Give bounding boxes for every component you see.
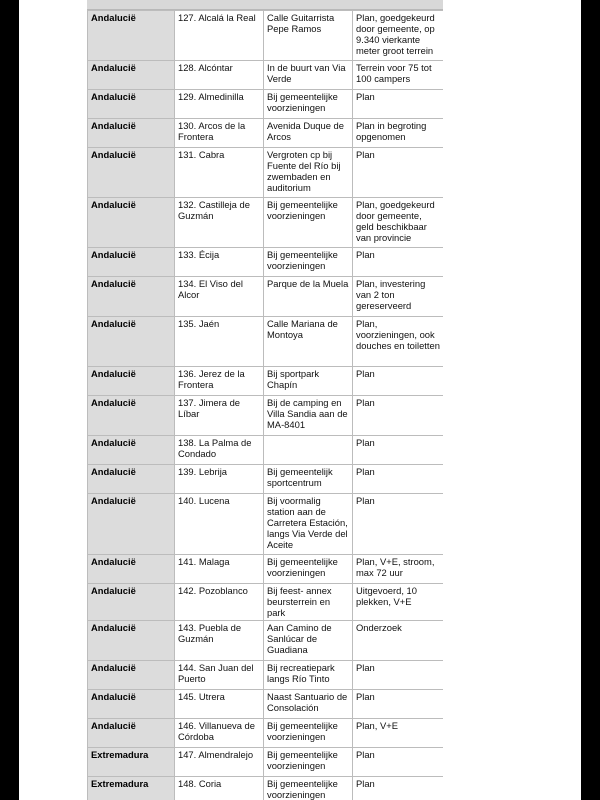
table-row [88, 777, 444, 800]
place-cell: 145. Utrera [175, 690, 264, 719]
status-cell: Plan, V+E, stroom, max 72 uur [353, 555, 444, 584]
table-top-band [87, 0, 443, 10]
region-cell: Extremadura [88, 748, 175, 777]
status-cell: Plan [353, 661, 444, 690]
table-row [88, 317, 444, 367]
table-row [88, 748, 444, 777]
location-cell: Bij gemeentelijke voorzieningen [264, 777, 353, 800]
status-cell: Onderzoek [353, 621, 444, 661]
place-cell: 134. El Viso del Alcor [175, 277, 264, 317]
location-cell: Bij gemeentelijke voorzieningen [264, 198, 353, 248]
place-cell: 140. Lucena [175, 494, 264, 555]
table-row [88, 584, 444, 621]
location-cell: Bij gemeentelijke voorzieningen [264, 748, 353, 777]
table-row [88, 148, 444, 198]
table-row [88, 690, 444, 719]
location-cell: Bij gemeentelijke voorzieningen [264, 719, 353, 748]
place-cell: 148. Coria [175, 777, 264, 800]
place-cell: 144. San Juan del Puerto [175, 661, 264, 690]
location-cell: In de buurt van Via Verde [264, 61, 353, 90]
region-cell: Andalucië [88, 248, 175, 277]
status-cell: Plan [353, 396, 444, 436]
table-row [88, 494, 444, 555]
place-cell: 142. Pozoblanco [175, 584, 264, 621]
status-cell: Plan [353, 690, 444, 719]
location-cell: Aan Camino de Sanlúcar de Guadiana [264, 621, 353, 661]
status-cell: Plan, voorzieningen, ook douches en toiletten [353, 317, 444, 367]
region-cell: Andalucië [88, 396, 175, 436]
region-cell: Andalucië [88, 621, 175, 661]
place-cell: 138. La Palma de Condado [175, 436, 264, 465]
status-cell: Plan, goedgekeurd door gemeente, geld beschikbaar van provincie [353, 198, 444, 248]
region-cell: Andalucië [88, 555, 175, 584]
status-cell: Plan [353, 90, 444, 119]
region-cell: Andalucië [88, 584, 175, 621]
status-cell: Plan [353, 748, 444, 777]
status-cell: Plan [353, 248, 444, 277]
place-cell: 135. Jaén [175, 317, 264, 367]
place-cell: 136. Jerez de la Frontera [175, 367, 264, 396]
location-cell: Bij sportpark Chapín [264, 367, 353, 396]
location-cell: Calle Guitarrista Pepe Ramos [264, 11, 353, 61]
region-cell: Andalucië [88, 367, 175, 396]
place-cell: 146. Villanueva de Córdoba [175, 719, 264, 748]
location-cell: Bij feest- annex beursterrein en park [264, 584, 353, 621]
table-row [88, 719, 444, 748]
table-row [88, 465, 444, 494]
region-cell: Andalucië [88, 690, 175, 719]
location-cell: Parque de la Muela [264, 277, 353, 317]
place-cell: 133. Écija [175, 248, 264, 277]
location-cell: Bij de camping en Villa Sandia aan de MA-8401 [264, 396, 353, 436]
region-cell: Andalucië [88, 494, 175, 555]
location-cell: Bij recreatiepark langs Río Tinto [264, 661, 353, 690]
status-cell: Plan, goedgekeurd door gemeente, op 9.340 vierkante meter groot terrein [353, 11, 444, 61]
status-cell: Plan, V+E [353, 719, 444, 748]
location-cell: Avenida Duque de Arcos [264, 119, 353, 148]
table-row [88, 396, 444, 436]
region-cell: Andalucië [88, 11, 175, 61]
location-cell: Bij gemeentelijke voorzieningen [264, 248, 353, 277]
status-cell: Plan [353, 436, 444, 465]
table-row [88, 621, 444, 661]
place-cell: 141. Malaga [175, 555, 264, 584]
region-cell: Andalucië [88, 465, 175, 494]
left-border [0, 0, 19, 800]
table-row [88, 555, 444, 584]
place-cell: 139. Lebrija [175, 465, 264, 494]
status-cell: Terrein voor 75 tot 100 campers [353, 61, 444, 90]
place-cell: 132. Castilleja de Guzmán [175, 198, 264, 248]
region-cell: Andalucië [88, 277, 175, 317]
table-row [88, 119, 444, 148]
region-cell: Andalucië [88, 198, 175, 248]
status-cell: Plan [353, 367, 444, 396]
region-cell: Andalucië [88, 719, 175, 748]
place-cell: 127. Alcalá la Real [175, 11, 264, 61]
region-cell: Extremadura [88, 777, 175, 800]
location-cell: Vergroten cp bij Fuente del Río bij zwembaden en auditorium [264, 148, 353, 198]
region-cell: Andalucië [88, 90, 175, 119]
table-row [88, 367, 444, 396]
location-cell: Bij gemeentelijke voorzieningen [264, 90, 353, 119]
place-cell: 137. Jimera de Líbar [175, 396, 264, 436]
place-cell: 129. Almedinilla [175, 90, 264, 119]
location-cell: Bij voormalig station aan de Carretera Estación, langs Via Verde del Aceite [264, 494, 353, 555]
place-cell: 131. Cabra [175, 148, 264, 198]
status-cell: Plan, investering van 2 ton gereserveerd [353, 277, 444, 317]
region-cell: Andalucië [88, 317, 175, 367]
table-row [88, 436, 444, 465]
location-cell: Calle Mariana de Montoya [264, 317, 353, 367]
table-row [88, 248, 444, 277]
status-cell: Plan [353, 465, 444, 494]
place-cell: 143. Puebla de Guzmán [175, 621, 264, 661]
location-cell: Naast Santuario de Consolación [264, 690, 353, 719]
document-page [87, 0, 443, 800]
place-cell: 128. Alcóntar [175, 61, 264, 90]
place-cell: 130. Arcos de la Frontera [175, 119, 264, 148]
status-cell: Plan [353, 148, 444, 198]
location-cell [264, 436, 353, 465]
location-cell: Bij gemeentelijk sportcentrum [264, 465, 353, 494]
table-row [88, 61, 444, 90]
status-cell: Plan [353, 777, 444, 800]
table-row [88, 11, 444, 61]
region-cell: Andalucië [88, 661, 175, 690]
status-cell: Plan in begroting opgenomen [353, 119, 444, 148]
right-border [581, 0, 600, 800]
region-cell: Andalucië [88, 436, 175, 465]
table-row [88, 90, 444, 119]
table-row [88, 198, 444, 248]
location-cell: Bij gemeentelijke voorzieningen [264, 555, 353, 584]
motorhome-sites-table [87, 10, 443, 800]
table-row [88, 661, 444, 690]
status-cell: Uitgevoerd, 10 plekken, V+E [353, 584, 444, 621]
region-cell: Andalucië [88, 148, 175, 198]
region-cell: Andalucië [88, 61, 175, 90]
table-row [88, 277, 444, 317]
place-cell: 147. Almendralejo [175, 748, 264, 777]
table-body [88, 11, 444, 800]
status-cell: Plan [353, 494, 444, 555]
region-cell: Andalucië [88, 119, 175, 148]
